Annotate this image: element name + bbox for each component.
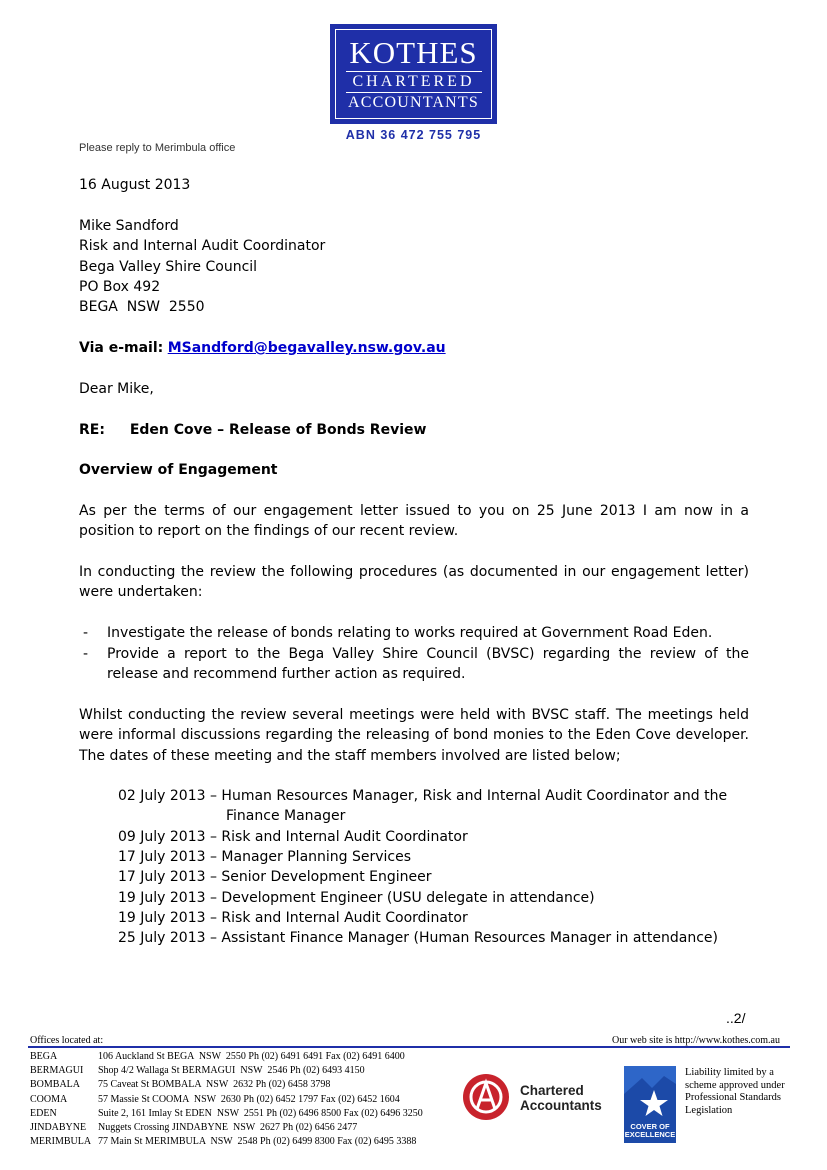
logo-line-chartered: CHARTERED [352,73,475,90]
coe-line-1: COVER OF [630,1122,670,1131]
chartered-accountants-emblem-icon [462,1073,510,1121]
logo-line-accountants: ACCOUNTANTS [347,94,480,111]
email-link[interactable]: MSandford@begavalley.nsw.gov.au [167,340,446,356]
email-line [79,338,749,358]
offices-label: Offices located at: [30,1035,104,1046]
meeting-item: 17 July 2013 – Senior Development Engineer [118,869,432,885]
office-row [30,1050,423,1064]
logo-divider [346,71,482,72]
office-name: EDEN [30,1107,57,1119]
bullet-dash: - [83,646,89,662]
office-name: COOMA [30,1093,68,1105]
office-list [30,1050,423,1149]
meeting-item-continuation: Finance Manager [226,808,346,824]
office-row [30,1121,423,1135]
paragraph-procedures: In conducting the review the following procedures (as documented in our engagement letter) were undertaken: [79,564,749,601]
abn-number: ABN 36 472 755 795 [345,128,482,142]
office-row [30,1135,423,1149]
section-heading: Overview of Engagement [79,462,278,478]
page-continuation: ..2/ [726,1010,746,1026]
website-text: Our web site is http://www.kothes.com.au [612,1035,780,1046]
office-detail: Shop 4/2 Wallaga St BERMAGUI NSW 2546 Ph (02) 6493 4150 [98,1065,365,1077]
office-detail: Nuggets Crossing JINDABYNE NSW 2627 Ph (02) 6456 2477 [98,1122,358,1134]
meeting-item: 09 July 2013 – Risk and Internal Audit Coordinator [118,829,468,845]
bullet-item [79,644,749,685]
re-subject: Eden Cove – Release of Bonds Review [129,422,427,438]
office-name: MERIMBULA [30,1136,92,1148]
office-row [30,1093,423,1107]
via-label: Via e-mail: [79,340,164,356]
cover-of-excellence-badge [624,1066,676,1143]
kothes-logo [330,24,497,124]
meeting-item: 19 July 2013 – Development Engineer (USU delegate in attendance) [118,890,595,906]
recipient-organisation: Bega Valley Shire Council [79,258,258,275]
logo-divider [346,92,482,93]
meeting-item: 02 July 2013 – Human Resources Manager, Risk and Internal Audit Coordinator and the [118,788,728,804]
chartered-accountants-text [520,1083,602,1113]
re-label: RE: [79,422,105,438]
meeting-item: 17 July 2013 – Manager Planning Services [118,849,412,865]
bullet-text: Investigate the release of bonds relating to works required at Government Road Eden. [107,625,713,641]
recipient-city: BEGA NSW 2550 [79,299,205,316]
office-detail: 106 Auckland St BEGA NSW 2550 Ph (02) 6491 6491 Fax (02) 6491 6400 [98,1051,405,1062]
paragraph-meetings: Whilst conducting the review several meetings were held with BVSC staff. The meetings held were informal discussions regarding the releasing of bond monies to the Eden Cove developer. The dates of these meeting and the staff members involved are listed below; [79,707,749,764]
salutation: Dear Mike, [79,381,154,397]
coe-line-2: EXCELLENCE [624,1130,676,1139]
meeting-item: 19 July 2013 – Risk and Internal Audit Coordinator [118,910,468,926]
recipient-title: Risk and Internal Audit Coordinator [79,238,326,255]
footer-divider [28,1046,790,1048]
office-row [30,1107,423,1121]
office-name: BERMAGUI [30,1065,84,1077]
letter-date: 16 August 2013 [79,177,191,193]
office-row [30,1064,423,1078]
bullet-item [79,623,749,643]
meeting-item: 25 July 2013 – Assistant Finance Manager (Human Resources Manager in attendance) [118,930,719,946]
office-name: BOMBALA [30,1079,81,1091]
ca-line-2: Accountants [520,1098,602,1113]
recipient-block [79,216,749,317]
office-detail: 77 Main St MERIMBULA NSW 2548 Ph (02) 6499 8300 Fax (02) 6495 3388 [98,1136,417,1148]
logo-line-kothes: KOTHES [349,35,478,70]
paragraph-engagement: As per the terms of our engagement letter issued to you on 25 June 2013 I am now in a position to report on the findings of our recent review. [79,503,749,540]
office-row [30,1078,423,1092]
office-name: BEGA [30,1051,58,1062]
coe-text [624,1123,676,1139]
office-name: JINDABYNE [30,1122,87,1134]
recipient-name: Mike Sandford [79,218,179,234]
office-detail: 57 Massie St COOMA NSW 2630 Ph (02) 6452 1797 Fax (02) 6452 1604 [98,1093,400,1105]
recipient-po-box: PO Box 492 [79,278,161,295]
liability-statement: Liability limited by a scheme approved under Professional Standards Legislation [685,1067,785,1116]
re-line [79,420,749,440]
bullet-text: Provide a report to the Bega Valley Shire Council (BVSC) regarding the review of the release and recommend further action as required. [107,646,749,683]
ca-line-1: Chartered [520,1083,584,1098]
star-icon [624,1066,676,1122]
office-detail: Suite 2, 161 Imlay St EDEN NSW 2551 Ph (02) 6496 8500 Fax (02) 6496 3250 [98,1107,423,1119]
office-detail: 75 Caveat St BOMBALA NSW 2632 Ph (02) 6458 3798 [98,1079,331,1091]
bullet-dash: - [83,625,89,641]
reply-note: Please reply to Merimbula office [79,142,236,154]
